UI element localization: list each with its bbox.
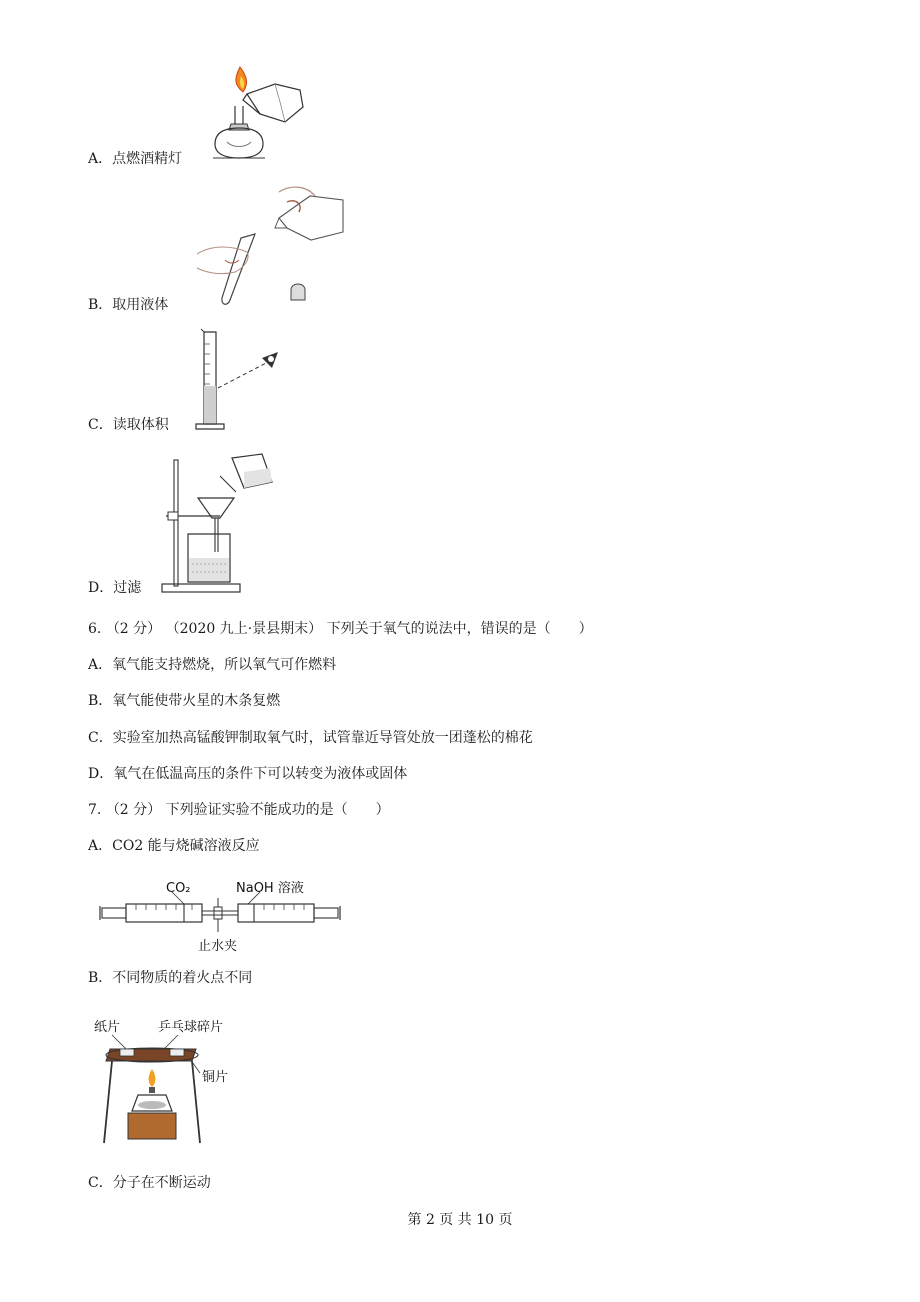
label-paper: 纸片 — [94, 1020, 121, 1035]
q5-option-a: A．点燃酒精灯 — [88, 151, 183, 167]
q7-stem: 7. （2 分） 下列验证实验不能成功的是（ ） — [88, 802, 390, 818]
figure-filtration — [160, 452, 285, 596]
figure-ignition-point — [92, 1015, 252, 1151]
figure-light-alcohol-lamp — [205, 62, 310, 162]
figure-read-volume — [192, 328, 287, 434]
q5-option-d: D．过滤 — [88, 580, 142, 596]
q5-option-b: B．取用液体 — [88, 297, 169, 313]
q7-option-c: C．分子在不断运动 — [88, 1175, 211, 1191]
q7-option-a: A．CO2 能与烧碱溶液反应 — [88, 838, 260, 854]
figure-syringes — [92, 874, 352, 956]
q6-stem: 6. （2 分） （2020 九上·景县期末） 下列关于氧气的说法中，错误的是（ ） — [88, 621, 593, 637]
label-co2: CO₂ — [166, 881, 191, 896]
figure-take-liquid — [195, 182, 345, 314]
label-copper: 铜片 — [202, 1070, 229, 1085]
label-naoh: NaOH 溶液 — [236, 881, 304, 896]
q6-option-a: A．氧气能支持燃烧，所以氧气可作燃料 — [88, 657, 337, 673]
q6-option-c: C．实验室加热高锰酸钾制取氧气时，试管靠近导管处放一团蓬松的棉花 — [88, 730, 533, 746]
label-clamp: 止水夹 — [198, 939, 238, 954]
q6-option-d: D．氧气在低温高压的条件下可以转变为液体或固体 — [88, 766, 408, 782]
q5-option-c: C．读取体积 — [88, 417, 169, 433]
label-pingpong: 乒乓球碎片 — [158, 1020, 224, 1035]
q7-option-b: B．不同物质的着火点不同 — [88, 970, 253, 986]
q6-option-b: B．氧气能使带火星的木条复燃 — [88, 693, 281, 709]
page-footer: 第 2 页 共 10 页 — [407, 1212, 513, 1228]
